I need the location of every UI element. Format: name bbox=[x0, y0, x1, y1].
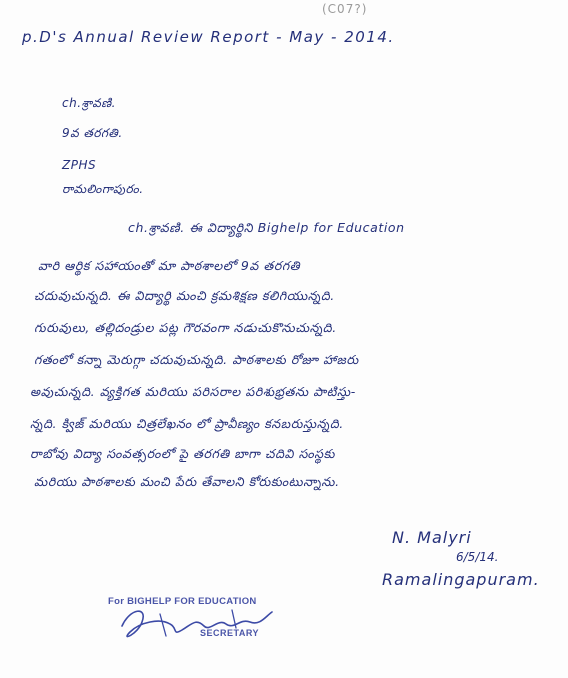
signature-date: 6/5/14. bbox=[456, 550, 499, 564]
body-line: వారి ఆర్థిక సహాయంతో మా పాఠశాలలో 9వ తరగతి bbox=[38, 258, 301, 273]
student-name: ch.శ్రావణి. bbox=[62, 96, 116, 110]
reference-mark: (C07?) bbox=[322, 2, 368, 16]
signature-place: Ramalingapuram. bbox=[382, 570, 540, 589]
body-line: అవుచున్నది. వ్యక్తిగత మరియు పరిసరాల పరిశుభ్రతను పాటిస్తు- bbox=[30, 384, 356, 399]
signatory-name: N. Malyri bbox=[392, 528, 472, 547]
stamp-title: SECRETARY bbox=[200, 628, 260, 638]
body-line: మరియు పాఠశాలకు మంచి పేరు తేవాలని కోరుకుంటున్నాను. bbox=[34, 474, 340, 489]
body-line: గతంలో కన్నా మెరుగ్గా చదువుచున్నది. పాఠశాలకు రోజూ హాజరు bbox=[34, 352, 359, 367]
body-line: చదువుచున్నది. ఈ విద్యార్థి మంచి క్రమశిక్షణ కలిగియున్నది. bbox=[34, 288, 335, 303]
organization-stamp bbox=[100, 588, 280, 656]
body-line: గురువులు, తల్లిదండ్రుల పట్ల గౌరవంగా నడుచుకొనుచున్నది. bbox=[34, 320, 337, 335]
stamp-organization: For BIGHELP FOR EDUCATION bbox=[108, 596, 257, 607]
body-line: రాబోవు విద్యా సంవత్సరంలో పై తరగతి బాగా చదివి సంస్థకు bbox=[30, 446, 336, 461]
village-name: రామలింగాపురం. bbox=[62, 182, 144, 196]
student-class: 9వ తరగతి. bbox=[62, 126, 123, 140]
report-title: p.D's Annual Review Report - May - 2014. bbox=[22, 28, 395, 46]
body-line: న్నది. క్విజ్ మరియు చిత్రలేఖనం లో ప్రావీణ్యం కనబరుస్తున్నది. bbox=[30, 416, 344, 431]
school-name: ZPHS bbox=[62, 158, 97, 172]
body-line: ch.శ్రావణి. ఈ విద్యార్థిని Bighelp for Education bbox=[128, 220, 405, 235]
